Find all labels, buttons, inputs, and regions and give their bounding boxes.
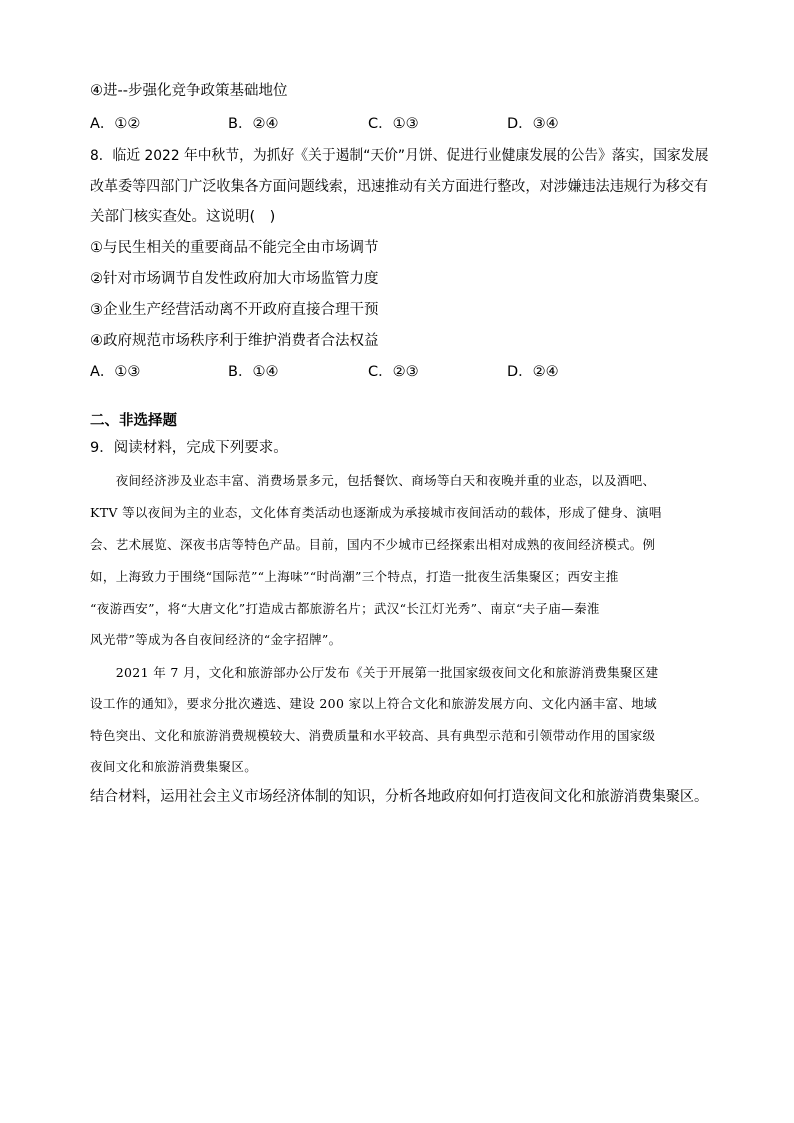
material-line-2: KTV 等以夜间为主的业态，文化体育类活动也逐渐成为承接城市夜间活动的载体，形成了健身、演唱 bbox=[90, 505, 662, 520]
material-line-4: 如，上海致力于围绕“国际范”“上海味”“时尚潮”三个特点，打造一批夜生活集聚区；西安主推 bbox=[90, 569, 619, 584]
section-heading: 二、非选择题 bbox=[90, 413, 177, 429]
material-line-6: 风光带”等成为各自夜间经济的“金字招牌”。 bbox=[90, 632, 342, 647]
q9-question: 结合材料，运用社会主义市场经济体制的知识，分析各地政府如何打造夜间文化和旅游消费集聚区。 bbox=[90, 789, 709, 805]
q8-option-b: B．①④ bbox=[228, 364, 279, 380]
material-line-5: “夜游西安”，将“大唐文化”打造成古都旅游名片；武汉“长江灯光秀”、南京“夫子庙—秦淮 bbox=[90, 601, 600, 616]
q9-stem: 9．阅读材料，完成下列要求。 bbox=[90, 440, 288, 456]
q8-item-3: ③企业生产经营活动离不开政府直接合理干预 bbox=[90, 302, 379, 318]
material-line-7: 2021 年 7 月，文化和旅游部办公厅发布《关于开展第一批国家级夜间文化和旅游消费集聚区建 bbox=[90, 665, 659, 680]
q8-item-2: ②针对市场调节自发性政府加大市场监管力度 bbox=[90, 271, 379, 287]
q7-option-a: A．①② bbox=[90, 116, 141, 132]
material-line-3: 会、艺术展览、深夜书店等特色产品。目前，国内不少城市已经探索出相对成熟的夜间经济模式。例 bbox=[90, 537, 656, 552]
q8-item-4: ④政府规范市场秩序利于维护消费者合法权益 bbox=[90, 333, 379, 349]
q8-stem-line-3: 关部门核实查处。这说明( ) bbox=[90, 209, 276, 225]
q7-option-d: D．③④ bbox=[507, 116, 559, 132]
q8-item-1: ①与民生相关的重要商品不能完全由市场调节 bbox=[90, 240, 379, 256]
q8-option-a: A．①③ bbox=[90, 364, 141, 380]
material-line-1: 夜间经济涉及业态丰富、消费场景多元，包括餐饮、商场等白天和夜晚并重的业态，以及酒吧、 bbox=[90, 473, 656, 488]
q8-option-d: D．②④ bbox=[507, 364, 559, 380]
material-line-10: 夜间文化和旅游消费集聚区。 bbox=[90, 759, 258, 774]
material-line-9: 特色突出、文化和旅游消费规模较大、消费质量和水平较高、具有典型示范和引领带动作用的国家级 bbox=[90, 728, 656, 743]
q7-item-4: ④进--步强化竞争政策基础地位 bbox=[90, 83, 288, 99]
q7-option-b: B．②④ bbox=[228, 116, 279, 132]
q8-stem-line-2: 改革委等四部门广泛收集各方面问题线索，迅速推动有关方面进行整改，对涉嫌违法违规行为移交有 bbox=[90, 179, 709, 195]
q7-option-c: C．①③ bbox=[368, 116, 419, 132]
material-line-8: 设工作的通知》，要求分批次遴选、建设 200 家以上符合文化和旅游发展方向、文化内涵丰富、地域 bbox=[90, 696, 658, 711]
q8-stem-line-1: 8．临近 2022 年中秋节，为抓好《关于遏制“天价”月饼、促进行业健康发展的公告》落实，国家发展 bbox=[90, 148, 709, 164]
q8-option-c: C．②③ bbox=[368, 364, 419, 380]
